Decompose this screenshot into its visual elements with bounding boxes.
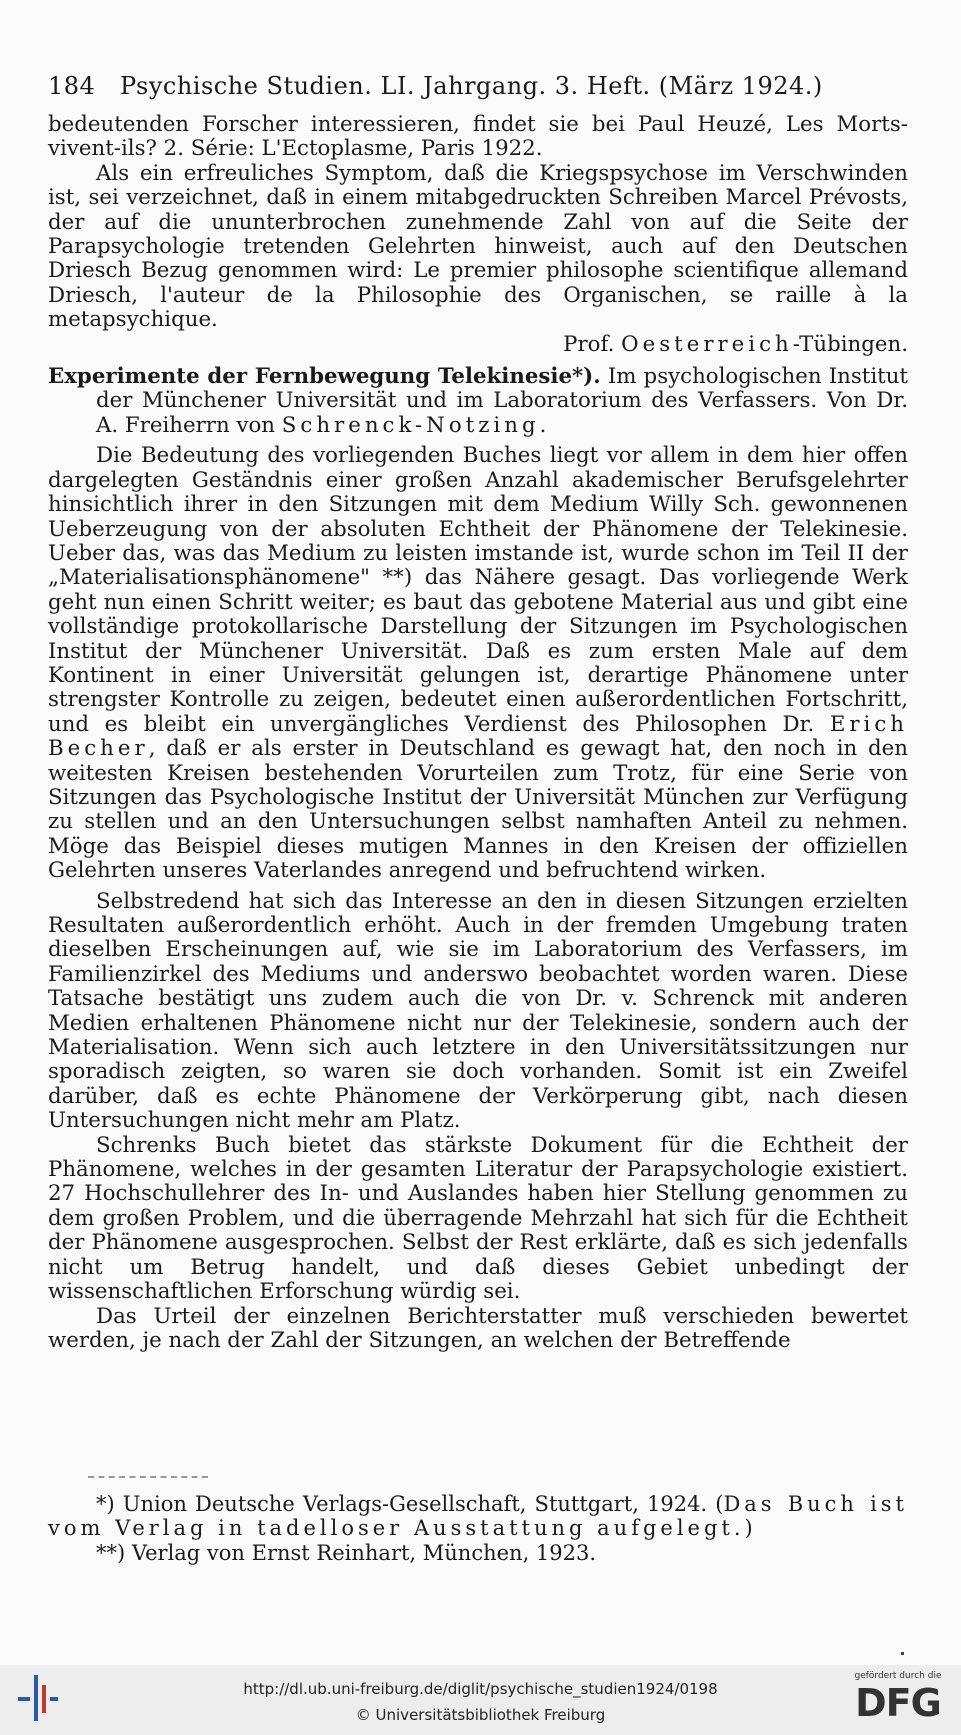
review-title: Experimente der Fernbewegung Telekinesie*).	[48, 364, 601, 390]
dfg-logo-icon	[842, 1671, 954, 1731]
footnote-spaced-text: Das Buch ist vom Verlag in tadelloser Ausstattung aufgelegt.	[48, 1492, 908, 1541]
running-title: Psychische Studien. LI. Jahrgang. 3. Heft. (März 1924.)	[120, 72, 823, 100]
dfg-caption: gefördert durch die	[854, 1671, 942, 1681]
review-author: Schrenck-Notzing	[281, 412, 540, 438]
signature-prefix: Prof.	[563, 331, 622, 357]
footer-bar	[0, 1665, 961, 1735]
paragraph: Als ein erfreuliches Symptom, daß die Kriegspsychose im Verschwinden ist, sei verzeichnet, daß in einem mitabgedruckten Schreiben Marcel Prévosts, der auf die ununterbrochen zunehmende Zahl von auf die Seite der Parapsychologie tretenden Gelehrten hinweist, auch auf den Deutschen Driesch Bezug genommen wird: Le premier philosophe scientifique allemand Driesch, l'auteur de la Philosophie des Organischen, se raille à la metapsychique.	[48, 160, 908, 333]
footnote: *) Union Deutsche Verlags-Gesellschaft, Stuttgart, 1924. (Das Buch ist vom Verlag in tadelloser Ausstattung aufgelegt.)	[48, 1492, 908, 1541]
dfg-wordmark: DFG	[855, 1681, 941, 1725]
paragraph-part: Die Bedeutung des vorliegenden Buches liegt vor allem in dem hier offen dargelegten Geständnis einer großen Anzahl akademischer Berufsgelehrter hinsichtlich ihrer in den Sitzungen mit dem Medium Willy Sch. gewonnenen Ueberzeugung von der absoluten Echtheit der Phänomene der Telekinesie. Ueber das, was das Medium zu leisten imstande ist, wurde schon im Teil II der „Materialisationsphänomene" **) das Nähere gesagt. Das vorliegende Werk geht nun einen Schritt weiter; es baut das gebotene Material aus und gibt eine vollständige protokollarische Darstellung der Sitzungen im Psychologischen Institut der Münchener Universität. Daß es zum ersten Male auf dem Kontinent in einer Universität gelungen ist, derartige Phänomene unter strengster Kontrolle zu zeigen, bedeutet einen außerordentlichen Fortschritt, und es bleibt ein unvergängliches Verdienst des Philosophen Dr.	[48, 443, 908, 737]
signature-name: Oesterreich	[621, 331, 793, 357]
paragraph-part: , daß er als erster in Deutschland es gewagt hat, den noch in den weitesten Kreisen bestehenden Vorurteilen zum Trotz, für eine Serie von Sitzungen das Psychologische Institut der Universität München zur Verfügung zu stellen und an den Untersuchungen selbst namhaften Anteil zu nehmen. Möge das Beispiel dieses mutigen Mannes in den Kreisen der offiziellen Gelehrten unseres Vaterlandes anregend und befruchtend wirken.	[48, 736, 908, 884]
paragraph: Schrenks Buch bietet das stärkste Dokument für die Echtheit der Phänomene, welches in der gesamten Literatur der Parapsychologie existiert. 27 Hochschullehrer des In- und Auslandes haben hier Stellung genommen zu dem großen Problem, und die überragende Mehrzahl hat sich für die Echtheit der Phänomene ausgesprochen. Selbst der Rest erklärte, daß es sich jedenfalls nicht um Betrug handelt, und daß dieses Gebiet unbedingt der wissenschaftlichen Erforschung würdig sei.	[48, 1132, 908, 1305]
person-name: Erich Becher	[48, 711, 908, 762]
document-url[interactable]: http://dl.ub.uni-freiburg.de/diglit/psychische_studien1924/0198	[243, 1680, 718, 1698]
footnotes	[48, 1492, 908, 1565]
main-text	[48, 113, 908, 1353]
review-subtitle: Im psychologischen Institut der Münchener Universität und im Laboratorium des Verfassers. Von Dr. A. Freiherrn von	[96, 364, 908, 438]
page-number: 184	[48, 72, 96, 100]
signature	[48, 333, 908, 357]
footnote-text: *) Union Deutsche Verlags-Gesellschaft, Stuttgart, 1924. (	[96, 1492, 724, 1516]
footnote-separator	[88, 1476, 208, 1478]
review-end: .	[539, 412, 547, 438]
running-header	[48, 72, 908, 100]
footnote: **) Verlag von Ernst Reinhart, München, 1923.	[96, 1540, 597, 1565]
paragraph: Das Urteil der einzelnen Berichterstatter muß verschieden bewertet werden, je nach der Zahl der Sitzungen, an welchen der Betreffende	[48, 1303, 908, 1353]
copyright-notice: © Universitätsbibliothek Freiburg	[355, 1706, 606, 1724]
paragraph	[48, 444, 908, 883]
speck	[901, 1652, 904, 1655]
signature-suffix: -Tübingen.	[792, 331, 908, 357]
review-heading	[48, 365, 908, 438]
paragraph: bedeutenden Forscher interessieren, findet sie bei Paul Heuzé, Les Morts-vivent-ils? 2. Série: L'Ectoplasme, Paris 1922.	[48, 112, 908, 162]
paragraph: Selbstredend hat sich das Interesse an den in diesen Sitzungen erzielten Resultaten außerordentlich erhöht. Auch in der fremden Umgebung traten dieselben Erscheinungen auf, wie sie im Laboratorium des Verfassers, im Familienzirkel des Mediums und anderswo beobachtet worden waren. Diese Tatsache bestätigt uns zudem auch die von Dr. v. Schrenck mit anderen Medien erhaltenen Phänomene nicht nur der Telekinesie, sondern auch der Materialisation. Wenn sich auch letztere in den Universitätssitzungen nur sporadisch zeigten, so waren sie doch vorhanden. Somit ist ein Zweifel darüber, daß es echte Phänomene der Verkörperung gibt, nach diesen Untersuchungen nicht mehr am Platz.	[48, 888, 908, 1134]
